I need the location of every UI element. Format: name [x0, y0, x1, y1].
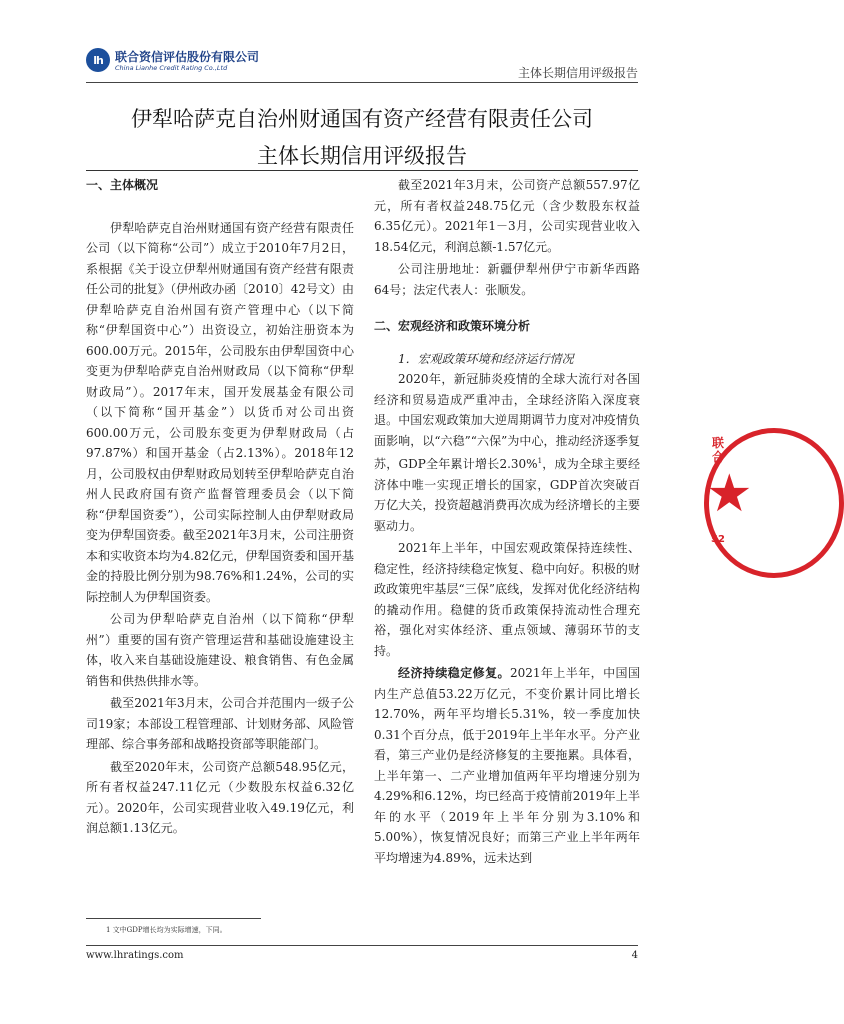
- seal-star-icon: ★: [706, 464, 753, 524]
- header-divider: [86, 82, 638, 83]
- footer-divider: [86, 945, 638, 946]
- p3-lead: 经济持续稳定修复。: [398, 666, 510, 680]
- title-divider: [86, 170, 638, 171]
- page-header: [0, 0, 724, 90]
- right-column: [374, 175, 640, 870]
- footer-url[interactable]: www.lhratings.com: [86, 950, 184, 961]
- seal-text: 联合: [712, 436, 725, 464]
- section2-heading: 二、宏观经济和政策环境分析: [374, 319, 531, 333]
- footnote-ref[interactable]: 1: [537, 457, 543, 465]
- p1-text-a: 2020年，新冠肺炎疫情的全球大流行对各国经济和贸易造成严重冲击，全球经济陷入深度衰退。中国宏观政策加大逆周期调节力度对冲疫情负面影响，以“六稳”“六保”为中心，推动经济逐季复苏，GDP全年累计增长2.30%: [374, 372, 640, 471]
- left-column: [86, 175, 354, 841]
- section2-paragraph-3: [374, 663, 640, 868]
- section1-paragraph-6: 公司注册地址：新疆伊犁州伊宁市新华西路64号；法定代表人：张顺发。: [374, 262, 640, 297]
- section1-paragraph-3: 截至2021年3月末，公司合并范围内一级子公司19家；本部设工程管理部、计划财务部、风险管理部、综合事务部和战略投资部等职能部门。: [86, 696, 354, 751]
- footnote: 1 文中GDP增长均为实际增速，下同。: [106, 926, 227, 934]
- company-name-en: China Lianhe Credit Rating Co.,Ltd: [115, 64, 228, 72]
- company-name-cn: 联合资信评估股份有限公司: [115, 50, 260, 64]
- section1-paragraph-5: 截至2021年3月末，公司资产总额557.97亿元，所有者权益248.75亿元（含少数股东权益6.35亿元）。2021年1－3月，公司实现营业收入18.54亿元，利润总额-1.57亿元。: [374, 178, 640, 254]
- seal-stamp: [704, 428, 753, 578]
- section1-paragraph-1: 伊犁哈萨克自治州财通国有资产经营有限责任公司（以下简称“公司”）成立于2010年7月2日，系根据《关于设立伊犁州财通国有资产经营有限责任公司的批复》（伊州政办函〔2010〕42号文）由伊犁哈萨克自治州国有资产管理中心（以下简称“伊犁国资中心”）出资设立，初始注册资本为600.00万元。2015年，公司股东由伊犁国资中心变更为伊犁哈萨克自治州财政局（以下简称“伊犁财政局”）。2017年末，国开发展基金有限公司（以下简称“国开基金”）以货币对公司出资600.00万元，公司股东变更为伊犁财政局（占97.87%）和国开基金（占2.13%）。2018年12月，公司股权由伊犁财政局划转至伊犁哈萨克自治州人民政府国有资产监督管理委员会（以下简称“伊犁国资委”），公司实际控制人由伊犁财政局变为伊犁国资委。截至2021年3月末，公司注册资本和实收资本均为4.82亿元，伊犁国资委和国开基金的持股比例分别为98.76%和1.24%，公司的实际控制人为伊犁国资委。: [86, 220, 354, 604]
- company-logo-icon: lh: [86, 48, 110, 72]
- report-title-line1: 伊犁哈萨克自治州财通国有资产经营有限责任公司: [131, 107, 593, 131]
- section1-paragraph-4: 截至2020年末，公司资产总额548.95亿元，所有者权益247.11亿元（少数股东权益6.32亿元）。2020年，公司实现营业收入49.19亿元，利润总额1.13亿元。: [86, 759, 354, 835]
- section2-subheading: 1．宏观政策环境和经济运行情况: [398, 351, 574, 366]
- footnote-divider: [86, 918, 261, 919]
- p1-text-b: ，成为全球主要经济体中唯一实现正增长的国家，GDP首次突破百万亿大关，投资超越消费再次成为经济增长的主要驱动力。: [374, 457, 640, 533]
- report-title-line2: 主体长期信用评级报告: [257, 144, 467, 168]
- p3-text: 2021年上半年，中国国内生产总值53.22万亿元，不变价累计同比增长12.70%，两年平均增长5.31%，较一季度加快0.31个百分点，低于2019年上半年水平。分产业看，第三产业仍是经济修复的主要拖累。具体看，上半年第一、二产业增加值两年平均增速分别为4.29%和6.12%，均已经高于疫情前2019年上半年的水平（2019年上半年分别为3.10%和5.00%），恢复情况良好；而第三产业上半年两年平均增速为4.89%，远未达到: [374, 666, 640, 865]
- page-number: 4: [631, 950, 638, 961]
- section1-heading: 一、主体概况: [86, 178, 159, 192]
- section2-paragraph-1: [374, 369, 640, 536]
- report-type-label: 主体长期信用评级报告: [517, 66, 638, 80]
- section2-paragraph-2: 2021年上半年，中国宏观政策保持连续性、稳定性，经济持续稳定恢复、稳中向好。积极的财政政策兜牢基层“三保”底线，发挥对优化经济结构的撬动作用。稳健的货币政策保持流动性合理充裕，强化对实体经济、重点领域、薄弱环节的支持。: [374, 541, 640, 658]
- section1-paragraph-2: 公司为伊犁哈萨克自治州（以下简称“伊犁州”）重要的国有资产管理运营和基础设施建设主体，收入来自基础设施建设、粮食销售、有色金属销售和供热供排水等。: [86, 612, 354, 688]
- seal-number: 52: [711, 534, 725, 545]
